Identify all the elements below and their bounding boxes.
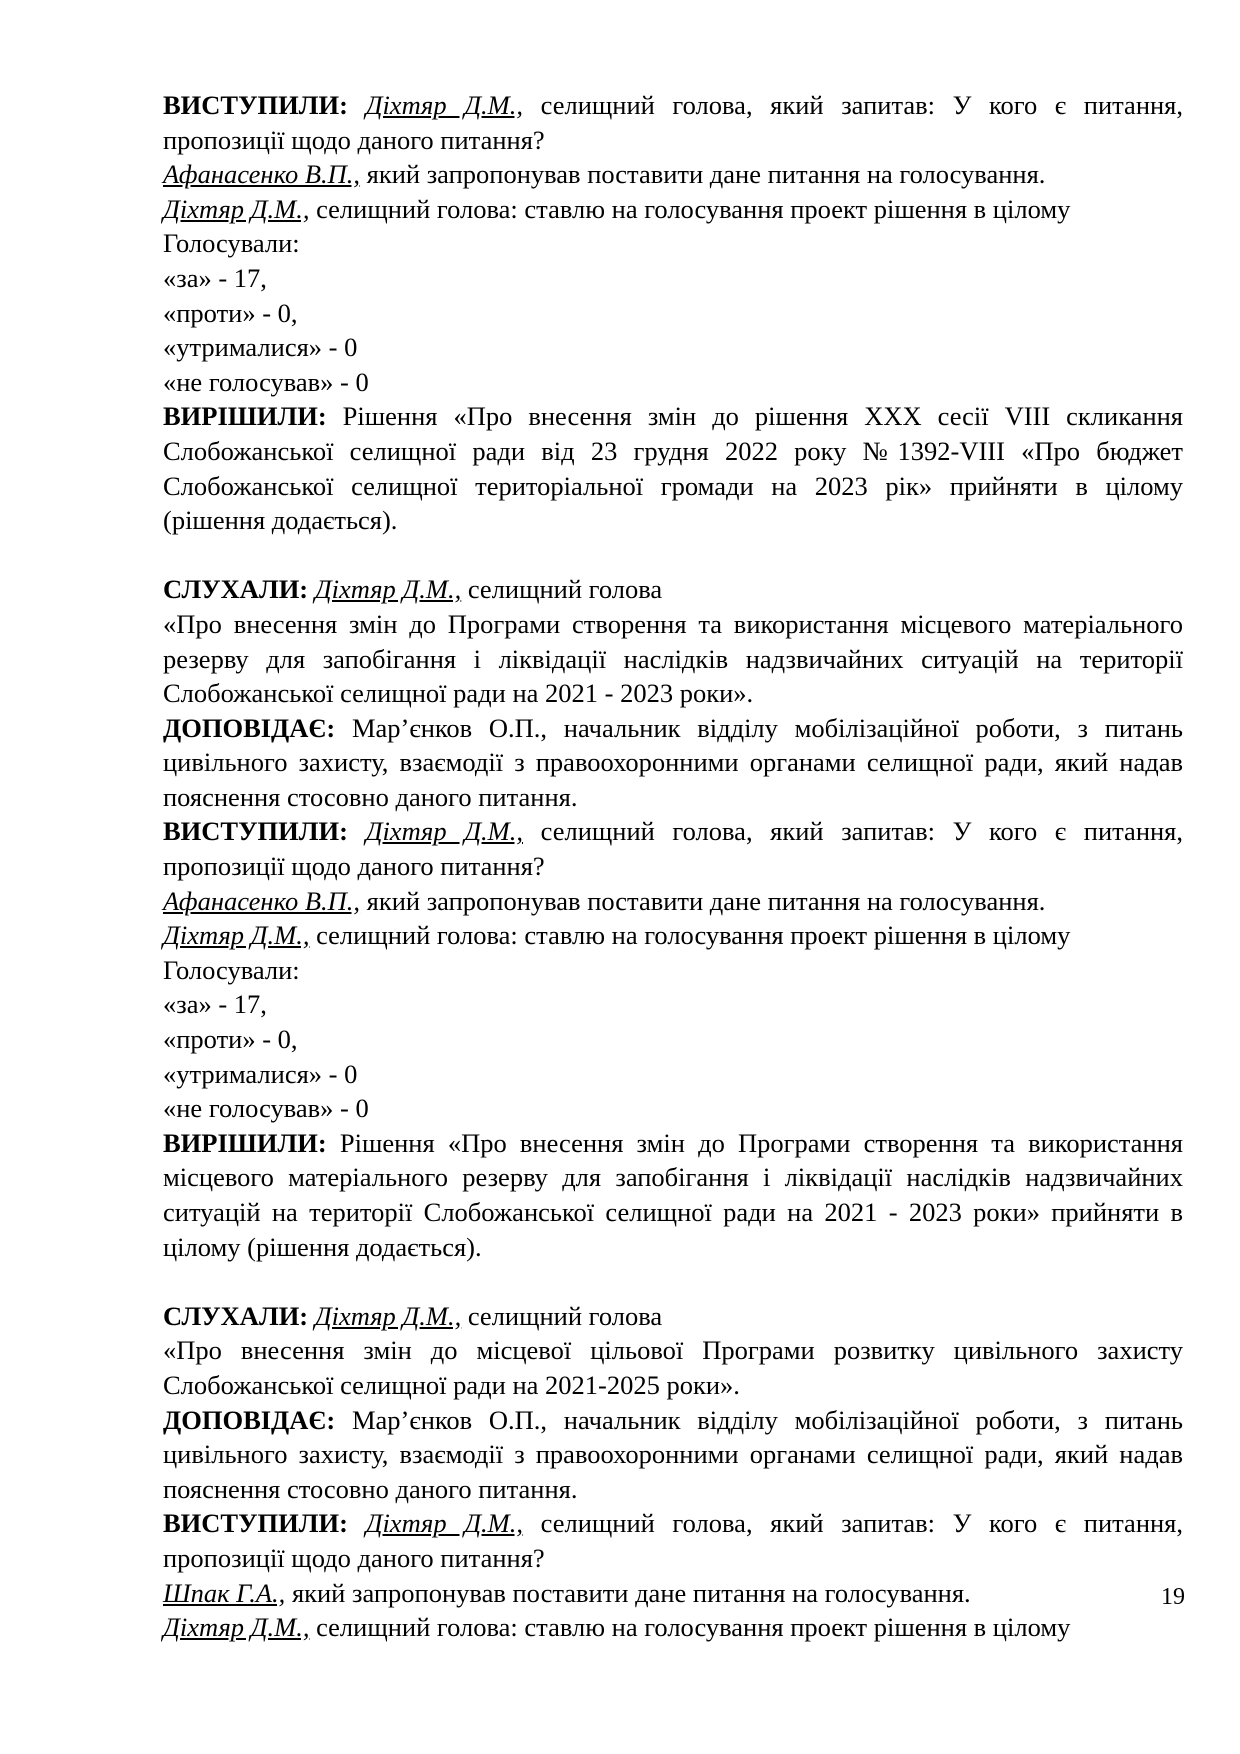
vote-for: «за» - 17, (163, 262, 267, 293)
proposal-line (163, 157, 1183, 192)
label-decided: ВИРІШИЛИ: (163, 401, 327, 432)
report-paragraph (163, 1403, 1183, 1507)
vote-call-line (163, 1610, 1183, 1645)
report-text: Мар’єнков О.П., начальник відділу мобілізаційної роботи, з питань цивільного захисту, взаємодії з правоохоронними органами селищної ради, який надав пояснення стосовно даного питання. (163, 1404, 1183, 1504)
speaker-name: Афанасенко В.П., (163, 885, 361, 916)
speaker-name: Діхтяр Д.М., (163, 920, 310, 951)
vote-not-voted: «не голосував» - 0 (163, 366, 369, 397)
speaker-name: Діхтяр Д.М., (365, 816, 524, 847)
decision-text: Рішення «Про внесення змін до рішення ХХХ сесії VIII скликання Слобожанської селищної ради від 23 грудня 2022 року №1392-VIII «Про бюджет Слобожанської селищної територіальної громади на 2023 рік» прийняти в цілому (рішення додається). (163, 401, 1183, 536)
decision-text: Рішення «Про внесення змін до Програми створення та використання місцевого матеріального резерву для запобігання і ліквідації наслідків надзвичайних ситуацій на території Слобожанської селищної ради на 2021 - 2023 роки» прийняти в цілому (рішення додається). (163, 1127, 1183, 1262)
speaker-text: який запропонував поставити дане питання на голосування. (285, 1577, 971, 1608)
topic-paragraph: «Про внесення змін до Програми створення та використання місцевого матеріального резерву для запобігання і ліквідації наслідків надзвичайних ситуацій на території Слобожанської селищної ради на 2021 - 2023 роки». (163, 608, 1183, 709)
vote-not-voted: «не голосував» - 0 (163, 1093, 369, 1124)
report-paragraph (163, 711, 1183, 815)
heard-line (163, 572, 1183, 607)
heard-line (163, 1299, 1183, 1334)
vote-against: «проти» - 0, (163, 1024, 298, 1055)
speaker-text: селищний голова (461, 1300, 663, 1331)
decision-paragraph (163, 1126, 1183, 1264)
speaker-text: який запропонував поставити дане питання на голосування. (360, 159, 1046, 190)
speaker-name: Діхтяр Д.М., (365, 90, 524, 120)
speaker-name: Діхтяр Д.М., (163, 1612, 310, 1643)
label-heard: СЛУХАЛИ: (163, 1300, 309, 1331)
speaker-text: селищний голова, який запитав: У кого є питання, пропозиції щодо даного питання? (163, 90, 1183, 155)
report-text: Мар’єнков О.П., начальник відділу мобілізаційної роботи, з питань цивільного захисту, взаємодії з правоохоронними органами селищної ради, який надав пояснення стосовно даного питання. (163, 712, 1183, 812)
speaker-name: Діхтяр Д.М., (163, 193, 310, 224)
speaker-text: селищний голова (461, 574, 663, 605)
speaker-text: селищний голова, який запитав: У кого є питання, пропозиції щодо даного питання? (163, 1508, 1183, 1573)
label-spoke: ВИСТУПИЛИ: (163, 1508, 348, 1539)
topic-paragraph: «Про внесення змін до місцевої цільової Програми розвитку цивільного захисту Слобожанської селищної ради на 2021-2025 роки». (163, 1335, 1183, 1400)
vote-for: «за» - 17, (163, 989, 267, 1020)
speaker-name: Діхтяр Д.М., (314, 1300, 462, 1331)
label-heard: СЛУХАЛИ: (163, 574, 309, 605)
speaker-name: Афанасенко В.П., (163, 159, 361, 190)
vote-against: «проти» - 0, (163, 297, 298, 328)
label-spoke: ВИСТУПИЛИ: (163, 816, 348, 847)
speaker-name: Шпак Г.А., (163, 1577, 286, 1608)
voted-label: Голосували: (163, 228, 300, 259)
page-number: 19 (1161, 1584, 1185, 1610)
speaker-text: селищний голова: ставлю на голосування проект рішення в цілому (309, 920, 1071, 951)
speaker-text: який запропонував поставити дане питання на голосування. (360, 885, 1046, 916)
vote-call-line (163, 918, 1183, 953)
minutes-text (163, 88, 1183, 1645)
speaker-name: Діхтяр Д.М., (314, 574, 462, 605)
speaker-text: селищний голова: ставлю на голосування проект рішення в цілому (309, 193, 1071, 224)
proposal-line (163, 884, 1183, 919)
block-spacer (163, 1264, 1183, 1299)
vote-abstained: «утрималися» - 0 (163, 1058, 358, 1089)
proposal-line (163, 1576, 1183, 1611)
spoke-paragraph (163, 1506, 1183, 1575)
speaker-text: селищний голова, який запитав: У кого є питання, пропозиції щодо даного питання? (163, 816, 1183, 882)
spoke-paragraph (163, 88, 1183, 157)
block-spacer (163, 538, 1183, 573)
label-reports: ДОПОВІДАЄ: (163, 1404, 336, 1435)
label-decided: ВИРІШИЛИ: (163, 1127, 327, 1158)
speaker-name: Діхтяр Д.М., (365, 1508, 524, 1539)
vote-call-line (163, 192, 1183, 227)
vote-abstained: «утрималися» - 0 (163, 332, 358, 363)
label-spoke: ВИСТУПИЛИ: (163, 90, 348, 120)
label-reports: ДОПОВІДАЄ: (163, 712, 336, 743)
voted-label: Голосували: (163, 954, 300, 985)
decision-paragraph (163, 399, 1183, 537)
spoke-paragraph (163, 814, 1183, 883)
speaker-text: селищний голова: ставлю на голосування проект рішення в цілому (309, 1612, 1071, 1643)
